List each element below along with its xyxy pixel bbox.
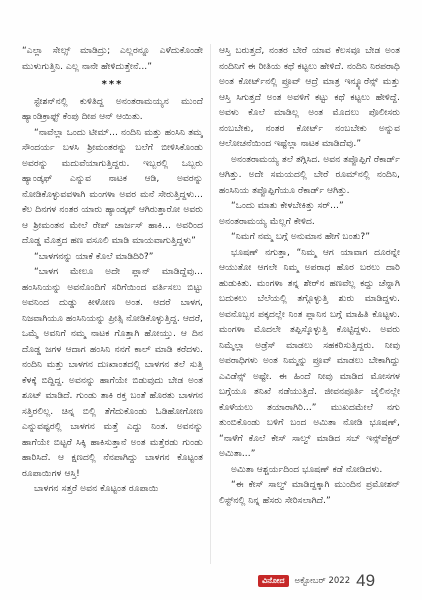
- page-footer: [258, 571, 408, 591]
- paragraph: “ಎಲ್ಲಾ ಸೇಲ್ಸ್ ಮಾಡಿದ್ರು; ಎಲ್ಲರನ್ನೂ ಎಳೆದುಕೊಂಡೇ ಮುಳುಗುತ್ತಿನಿ. ಎಲ್ಲ ನಾನೇ ಹೇಳಿದುತ್ತೇನೆ...”: [22, 46, 203, 72]
- issue-date: ಅಕ್ಟೋಬರ್ 2022: [294, 576, 351, 586]
- page-number: 49: [356, 571, 376, 590]
- paragraph: “ಬಾಳಗ ಮೇಲೂ ಅದೇ ಪ್ಲಾನ್ ಮಾಡಿದ್ದೆವು... ಹಂಸಿನಿಯನ್ನು ಅವನೊಂದಿಗೆ ಸರಿಗೆಯಿಂದ ವರ್ತಿಸಲು ಬಿಟ್ಟು ಅವನಿಂದ ದುಡ್ಡು ಕೀಳೋಣ ಅಂತ. ಆದರೆ ಬಾಳಗ, ನಿಜವಾಗಿಯೂ ಹಂಸಿನಿಯನ್ನು ಪ್ರೀತ್ಸಿ ನೋಡಿಕೊಳ್ಳುತ್ತಿದ್ದ. ಆದರೆ, ಒಮ್ಮೆ ಅವನಿಗೆ ನಮ್ಮ ನಾಟಕ ಗೊತ್ತಾಗಿ ಹೋಯ್ತು. ಆ ದಿನ ದೊಡ್ಡ ಜಗಳ ಆದಾಗ ಹಂಸಿನಿ ನನಗೆ ಕಾಲ್ ಮಾಡಿ ಕರೆದಳು. ನಂದಿನಿ ಮತ್ತು ಬಾಳಗನ ದುಃಖಾಂತದಲ್ಲಿ ಬಾಳಗನ ತಲೆ ಸುತ್ತಿ ಕೆಳಕ್ಕೆ ಬಿದ್ದಿದ್ದ. ಅವನನ್ನು ಹಾಗೆಯೇ ಬಿಡುವುದು ಬೇಡ ಅಂತ ಶೂಟ್ ಮಾಡಿದೆ. ಗುಂಡು ತಾಕಿ ರಕ್ತ ಬಂತೆ ಹೊರತು ಬಾಳಗನ ಸತ್ತಿರಲಿಲ್ಲ. ಚಿನ್ನ ಬಿಲ್ಲಿ ತೆಗೆದುಕೊಂಡು ಓಡಿಹೋಗೋಣ ಎನ್ನುವಷ್ಟರಲ್ಲಿ ಬಾಳಗನ ಮತ್ತೆ ಎದ್ದು ನಿಂತ. ಅವನನ್ನು ಹಾಗೆಯೇ ಬಿಟ್ಟರೆ ಸಿಕ್ಕಿ ಹಾಕಿಸುತ್ತಾನೆ ಅಂತ ಮತ್ತೆರಡು ಗುಂಡು ಹಾರಿಸಿದೆ. ಆ ಕ್ಷಣದಲ್ಲಿ ನೆನಪಾಗಿದ್ದು ಬಾಳಗನ ಕೊಟ್ಟಂತ ರೂಪಾಯಿಗಳ ಆಸ್ತಿ!: [22, 267, 203, 479]
- paragraph: “ಬಾಳಗನನ್ನು ಯಾಕೆ ಕೊಲೆ ಮಾಡಿದಿರಿ?”: [34, 251, 154, 262]
- paragraph: ಅನಂತರಾಮಯ್ಯ ತಲೆ ತಗ್ಗಿಸಿದ. ಅವನ ತಪ್ಪೊಪ್ಪಿಗೆ ರೆಕಾರ್ಡ್ ಆಗಿತ್ತು. ಅದೇ ಸಮಯದಲ್ಲಿ ಬೇರೆ ರೂಮ್‌ನಲ್ಲಿ ನಂದಿನಿ, ಹಂಸಿನಿಯ ತಪ್ಪೊಪ್ಪಿಗೆಯೂ ರೆಕಾರ್ಡ್ ಆಗಿತ್ತು.: [219, 154, 400, 196]
- paragraph: “ಈ ಕೇಸ್ ಸಾಲ್ವ್ ಮಾಡಿದ್ದಕ್ಕಾಗಿ ಮುಂದಿನ ಪ್ರಮೋಶನ್ ಲಿಸ್ಟ್‌ನಲ್ಲಿ ನಿನ್ನ ಹೆಸರು ಸೇರಿಸಲಾಗಿದೆ.”: [219, 480, 400, 506]
- paragraph: ಅನಂತರಾಮಯ್ಯ ಮೆಲ್ಲಗೆ ಕೇಳಿದ.: [219, 216, 315, 227]
- paragraph: ಭೂಷಣ್ ನಗುತ್ತಾ, “ನಿಮ್ಮ ಆಗ ಯಾವಾಗ ದೂರನ್ನೇ ಆಯುತೋ ಆಗಲೇ ನಿಮ್ಮ ಅಪರಾಧ ಹೊರ ಬರಲು ದಾರಿ ಹುಡುಕಿತು. ಮಂಗಳಾ ತನ್ನ ಶೇರ್‌ನ ಹಣವೆಲ್ಲ ಕದ್ದು ಚೆನ್ನಾಗಿ ಬದುಕಲು ಬೆಲೆಯಲ್ಲಿ ತಗ್ಗೊಳ್ಳುತ್ತಿ ಶುರು ಮಾಡಿದ್ದಳು. ಅವನೊಬ್ಬನ ಪಕ್ಕದಲ್ಲೇ ನಿಂತ ಪ್ಲಾನಿನ ಬಗ್ಗೆ ಮಾಹಿತಿ ಕೊಟ್ಟಳು. ಮಂಗಳಾ ಮೊದಲೇ ತಪ್ಪಿಸ್ಕೊಳ್ಳುತ್ತಿ ಕೊಟ್ಟಿದ್ದಳು. ಅವರು ನಿಮ್ಮೆಲ್ಲಾ ಅಡ್ರೆಸ್ ಮಾಡಲು ಸಹಕರಿಸುತ್ತಿದ್ದರು. ನೀವು ಅಪರಾಧಿಗಳು ಅಂತ ನಿಮ್ಮನ್ನು ಪ್ರೂವ್ ಮಾಡಲು ಬೇಕಾಗಿದ್ದು ಎವಿಡೆನ್ಸ್ ಅಷ್ಟೇ. ಈ ಹಿಂದೆ ನೀವು ಮಾಡಿದ ಮೋಸಗಳ ಬಗ್ಗೆಯೂ ತನಿಖೆ ನಡೆಯುತ್ತಿದೆ. ಜೀವನಪೂರ್ತಿ ಜೈಲಿನಲ್ಲೇ ಕೊಳೆಯಲು ತಯಾರಾಗಿರಿ...” ಮುಖದಮೇಲೆ ನಗು ತುಂಬಿಕೊಂಡು ಬಳಿಗೆ ಬಂದ ಅಮಿತಾ ನೋಡಿ ಭೂಷಣ್, “ನಾಳೆಗೆ ಕೊಲೆ ಕೇಸ್ ಸಾಲ್ವ್ ಮಾಡಿದ ಸಬ್ ಇನ್ಸ್‌ಪೆಕ್ಟರ್ ಅಮಿತಾ...”: [219, 247, 400, 459]
- paragraph: ಬಾಳಗನ ಸತ್ತರೆ ಅವನ ಕೊಟ್ಟಂತ ರೂಪಾಯಿ: [34, 484, 159, 494]
- paragraph: “ನಿಮಗೆ ನಮ್ಮ ಬಗ್ಗೆ ಅನುಮಾನ ಹೇಗೆ ಬಂತು?”: [231, 232, 371, 242]
- paragraph: “ನಾವೆಲ್ಲಾ ಒಂದು ಟೀಮ್... ನಂದಿನಿ ಮತ್ತು ಹಂಸಿನಿ ತಮ್ಮ ಸೌಂದರ್ಯ ಬಳಸಿ ಶ್ರೀಮಂತರನ್ನು ಬಲೆಗೆ ಬೀಳಿಸಿಕೊಂಡು ಅವರನ್ನು ಮದುವೆಯಾಗುತ್ತಿದ್ದರು. ಇಬ್ಬರಲ್ಲಿ ಒಬ್ಬರು ಹ್ಯಾಂಡ್ಕಫ್ ಎನ್ನುವ ನಾಟಕ ಆಡಿ, ಅವರನ್ನು ನೋಡಿಕೊಳ್ಳುವವಳಾಗಿ ಮಂಗಳಾ ಅವರ ಮನೆ ಸೇರುತ್ತಿದ್ದಳು... ಕೆಲ ದಿನಗಳ ನಂತರ ಯಾರು ಹ್ಯಾಂಡ್ಕಫ್ ಆಗಿರುತ್ತಾರೋ ಅವರು ಆ ಶ್ರೀಮಂತನ ಮೇಲೆ ರೇಪ್ ಚಾರ್ಜಸ್ ಹಾಕಿ... ಅವರಿಂದ ದೊಡ್ಡ ಮೊತ್ತದ ಹಣ ವಸೂಲಿ ಮಾಡಿ ಮಾಯವಾಗುತ್ತಿದ್ದಳು”: [22, 127, 203, 246]
- left-column: [22, 44, 203, 564]
- section-separator: ***: [101, 79, 124, 90]
- paragraph: ಆಸ್ತಿ ಬರುತ್ತದೆ, ನಂತರ ಬೇರೆ ಯಾವ ಕೆಲಸವೂ ಬೇಡ ಅಂತ ನಂದಿನಿಗೆ ಈ ರೀತಿಯ ಕಥೆ ಕಟ್ಟಲು ಹೇಳಿದೆ. ನಂದಿನಿ ನಿರಪರಾಧಿ ಅಂತ ಕೋರ್ಟ್‌ನಲ್ಲಿ ಪ್ರೂವ್ ಆದ್ರೆ ಮಾತ್ರ ಇನ್ಶ್ಯೂರೆನ್ಸ್ ಮತ್ತು ಆಸ್ತಿ ಸಿಗುತ್ತದೆ ಅಂತ ಅವಳಿಗೆ ಕಟ್ಟು ಕಥೆ ಕಟ್ಟಲು ಹೇಳಿದ್ದೆ. ಅವಳು ಕೊಲೆ ಮಾಡಿಲ್ಲ ಅಂತ ಮೊದಲು ಪೊಲೀಸರು ನಂಬಬೇಕು, ನಂತರ ಕೋರ್ಟ್ ನಂಬಬೇಕು ಅನ್ನುವ ಆಲೋಚನೆಯಿಂದ ಇಷ್ಟೆಲ್ಲಾ ನಾಟಕ ಮಾಡಿದೆವು.”: [219, 46, 400, 149]
- paragraph: ಅಮಿತಾ ಆಶ್ಚರ್ಯದಿಂದ ಭೂಷಣ್ ಕಡೆ ನೋಡಿದಳು.: [231, 464, 383, 475]
- paragraph: “ಒಂದು ಮಾತು ಕೇಳಬೇಕಿತ್ತು ಸರ್...”: [231, 201, 344, 211]
- paragraph: ಸ್ಟೇಶನ್‌ನಲ್ಲಿ ಕುಳಿತಿದ್ದ ಅನಂತರಾಮಯ್ಯನ ಮುಂದೆ ಹ್ಯಾಂಡಿಕ್ರಾಫ್ಟ್ ಕೆಂಪು ದೀಪ ಆನ್ ಆಯಿತು.: [22, 96, 203, 122]
- right-column: [219, 44, 400, 564]
- article-body: [22, 44, 400, 564]
- magazine-logo: ವಿನೋದ: [258, 575, 289, 587]
